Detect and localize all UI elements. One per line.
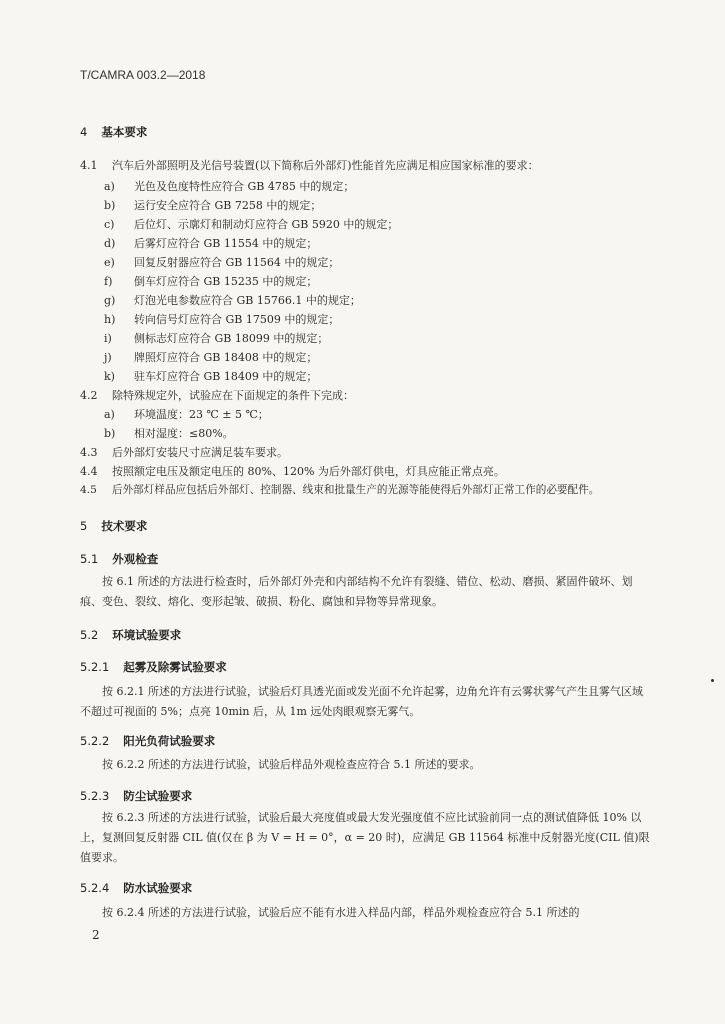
section-title: 环境试验要求 (112, 628, 182, 642)
paragraph-5-2-3: 按 6.2.3 所述的方法进行试验，试验后最大亮度值或最大发光强度值不应比试验前同一点的测试值降低 10% 以上，复测回复反射器 CIL 值(仅在 β 为 V = H = 0°，α = 20 时)，应满足 GB 11564 标准中反射器光度(CIL 值)限值要求。 (80, 811, 650, 864)
section-number: 5.2 (80, 628, 99, 642)
clause-4-5 (80, 482, 599, 497)
section-5-heading (80, 518, 147, 534)
clause-number: 4.5 (80, 484, 97, 496)
clause-number: 4.3 (80, 446, 98, 459)
section-title: 防尘试验要求 (123, 789, 193, 803)
section-number: 5.2.4 (80, 881, 110, 895)
clause-number: 4.2 (80, 389, 98, 402)
list-item: b) 运行安全应符合 GB 7258 中的规定； (104, 199, 322, 212)
subsection-5-2-heading (80, 627, 181, 643)
list-item: a) 环境温度：23 ℃ ± 5 ℃； (104, 408, 269, 421)
section-title: 防水试验要求 (123, 881, 193, 895)
list-item: d) 后雾灯应符合 GB 11554 中的规定； (104, 237, 318, 250)
clause-4-4 (80, 463, 505, 479)
list-item: h) 转向信号灯应符合 GB 17509 中的规定； (104, 313, 340, 326)
section-4-heading (80, 124, 147, 140)
list-item: c) 后位灯、示廓灯和制动灯应符合 GB 5920 中的规定； (104, 218, 399, 231)
list-item: a) 光色及色度特性应符合 GB 4785 中的规定； (104, 180, 355, 193)
speck-mark (711, 679, 714, 682)
list-item: b) 相对湿度：≤80%。 (104, 427, 234, 440)
paragraph-5-2-2: 按 6.2.2 所述的方法进行试验，试验后样品外观检查应符合 5.1 所述的要求。 (102, 758, 481, 771)
list-item: e) 回复反射器应符合 GB 11564 中的规定； (104, 256, 340, 269)
paragraph-5-2-1: 按 6.2.1 所述的方法进行试验，试验后灯具透光面或发光面不允许起雾，边角允许有云雾状雾气产生且雾气区域不超过可视面的 5%；点亮 10min 后，从 1m 远处肉眼观察无雾气。 (80, 685, 643, 718)
list-item: j) 牌照灯应符合 GB 18408 中的规定； (104, 351, 318, 364)
subsection-5-2-2-heading (80, 733, 215, 749)
page-number: 2 (92, 928, 100, 942)
clause-4-1 (80, 157, 539, 173)
clause-4-3 (80, 444, 288, 460)
subsection-5-1-heading (80, 551, 158, 567)
paragraph-5-1: 按 6.1 所述的方法进行检查时，后外部灯外壳和内部结构不允许有裂缝、错位、松动、磨损、紧固件破坏、划痕、变色、裂纹、熔化、变形起皱、破损、粉化、腐蚀和异物等异常现象。 (80, 575, 633, 608)
subsection-5-2-1-heading (80, 659, 227, 675)
section-number: 5 (80, 519, 88, 533)
clause-number: 4.1 (80, 159, 98, 172)
section-title: 阳光负荷试验要求 (123, 734, 216, 748)
clause-text: 汽车后外部照明及光信号装置(以下简称后外部灯)性能首先应满足相应国家标准的要求： (112, 159, 539, 172)
list-item: k) 驻车灯应符合 GB 18409 中的规定； (104, 370, 318, 383)
list-item: f) 倒车灯应符合 GB 15235 中的规定； (104, 275, 318, 288)
clause-text: 后外部灯安装尺寸应满足装车要求。 (112, 446, 288, 459)
subsection-5-2-3-heading (80, 788, 192, 804)
section-number: 5.2.1 (80, 660, 110, 674)
clause-text: 后外部灯样品应包括后外部灯、控制器、线束和批量生产的光源等能使得后外部灯正常工作的必要配件。 (112, 484, 600, 496)
standard-code-header: T/CAMRA 003.2—2018 (80, 68, 206, 82)
section-number: 5.2.3 (80, 789, 110, 803)
section-title: 基本要求 (101, 125, 148, 139)
section-number: 5.1 (80, 552, 99, 566)
clause-text: 除特殊规定外，试验应在下面规定的条件下完成： (112, 389, 354, 402)
paragraph-5-2-4: 按 6.2.4 所述的方法进行试验，试验后应不能有水进入样品内部，样品外观检查应符合 5.1 所述的 (102, 906, 580, 919)
section-number: 4 (80, 125, 88, 139)
clause-4-2 (80, 387, 354, 403)
section-title: 技术要求 (101, 519, 148, 533)
section-title: 外观检查 (112, 552, 159, 566)
clause-number: 4.4 (80, 465, 98, 478)
list-item: g) 灯泡光电参数应符合 GB 15766.1 中的规定； (104, 294, 361, 307)
subsection-5-2-4-heading (80, 880, 192, 896)
section-number: 5.2.2 (80, 734, 110, 748)
list-item: i) 侧标志灯应符合 GB 18099 中的规定； (104, 332, 329, 345)
section-title: 起雾及除雾试验要求 (123, 660, 227, 674)
clause-text: 按照额定电压及额定电压的 80%、120% 为后外部灯供电，灯具应能正常点亮。 (112, 465, 505, 478)
